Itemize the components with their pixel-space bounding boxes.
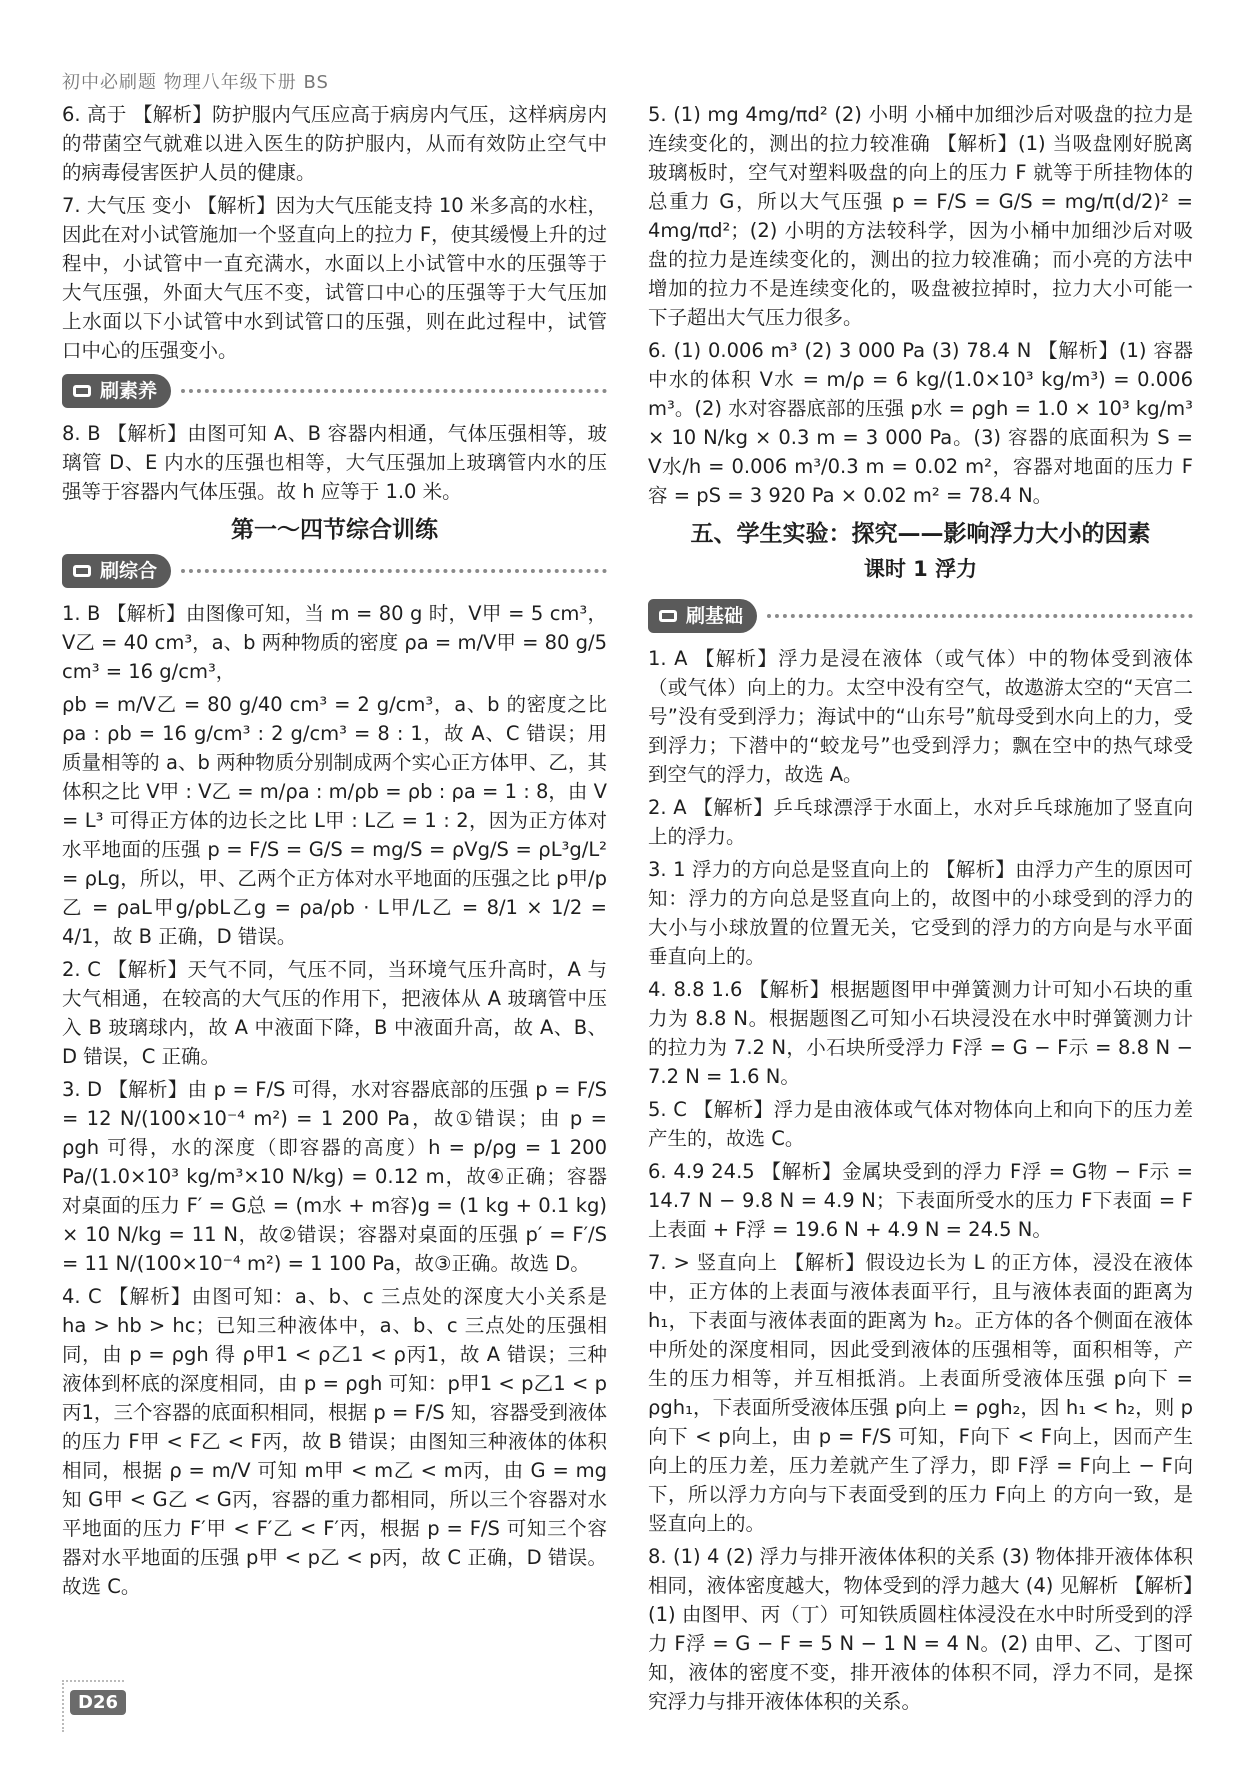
dotted-divider [181,569,607,573]
comp-item-2: 2. C 【解析】天气不同，气压不同，当环境气压升高时，A 与大气相通，在较高的大气压的作用下，把液体从 A 玻璃管中压入 B 玻璃球内，故 A 中液面下降，B 中液面升高，故 A、B、D 错误，C 正确。 [62,958,607,1068]
section-title-buoyancy: 五、学生实验：探究——影响浮力大小的因素 [690,521,1151,547]
comp-item-1a: 1. B 【解析】由图像可知，当 m = 80 g 时，V甲 = 5 cm³，V乙 = 40 cm³，a、b 两种物质的密度 ρa = m/V甲 = 80 g/5 cm³ = 16 g/cm³， [62,602,607,683]
badge-pill [62,374,171,408]
badge-shuazonghe [62,553,607,589]
page-number: D26 [70,1690,126,1715]
badge-label: 刷素养 [100,379,158,402]
basic-item-3: 3. 1 浮力的方向总是竖直向上的 【解析】由浮力产生的原因可知：浮力的方向总是竖直向上的，故图中的小球受到的浮力的大小与小球放置的位置无关，它受到的浮力的方向是与水平面垂直向上的。 [648,858,1193,968]
basic-item-5: 5. C 【解析】浮力是由液体或气体对物体向上和向下的压力差产生的，故选 C。 [648,1098,1193,1150]
basic-item-6: 6. 4.9 24.5 【解析】金属块受到的浮力 F浮 = G物 − F示 = 14.7 N − 9.8 N = 4.9 N；下表面所受水的压力 F下表面 = F上表面 + F浮 = 19.6 N + 4.9 N = 24.5 N。 [648,1160,1193,1241]
comp-item-3: 3. D 【解析】由 p = F/S 可得，水对容器底部的压强 p = F/S = 12 N/(100×10⁻⁴ m²) = 1 200 Pa，故①错误；由 p = ρgh 可得，水的深度（即容器的高度）h = p/ρg = 1 200 Pa/(1.0×10³ kg/m³×10 N/kg) = 0.12 m，故④正确；容器对桌面的压力 F′ = G总 = (m水 + m容)g = (1 kg + 0.1 kg) × 10 N/kg = 11 N，故②错误；容器对桌面的压强 p′ = F′/S = 11 N/(100×10⁻⁴ m²) = 1 100 Pa，故③正确。故选 D。 [62,1078,607,1275]
basic-item-8: 8. (1) 4 (2) 浮力与排开液体体积的关系 (3) 物体排开液体体积相同，液体密度越大，物体受到的浮力越大 (4) 见解析 【解析】(1) 由图甲、丙（丁）可知铁质圆柱体浸没在水中时所受到的浮力 F浮 = G − F = 5 N − 1 N = 4 N。(2) 由甲、乙、丁图可知，液体的密度不变，排开液体的体积不同，浮力不同，是探究浮力与排开液体体积的关系。 [648,1545,1193,1713]
brush-icon [70,379,94,403]
badge-shuasuyang [62,373,607,409]
badge-pill [648,599,757,633]
comp-item-1b: ρb = m/V乙 = 80 g/40 cm³ = 2 g/cm³，a、b 的密度之比 ρa : ρb = 16 g/cm³ : 2 g/cm³ = 8 : 1，故 A、C 错误；用质量相等的 a、b 两种物质分别制成两个实心正方体甲、乙，其体积之比 V甲 : V乙 = m/ρa : m/ρb = ρb : ρa = 1 : 8，由 V = L³ 可得正方体的边长之比 L甲 : L乙 = 1 : 2，因为正方体对水平地面的压强 p = F/S = G/S = mg/S = ρVg/S = ρL³g/L² = ρLg，所以，甲、乙两个正方体对水平地面的压强之比 p甲/p乙 = ρaL甲g/ρbL乙g = ρa/ρb · L甲/L乙 = 8/1 × 1/2 = 4/1，故 B 正确，D 错误。 [62,693,607,948]
page-header: 初中必刷题 物理八年级下册 BS [62,72,329,93]
lesson-title: 课时 1 浮力 [863,557,978,581]
brush-icon [70,559,94,583]
right-column [648,100,1193,1720]
basic-item-2: 2. A 【解析】乒乓球漂浮于水面上，水对乒乓球施加了竖直向上的浮力。 [648,796,1193,848]
answer-item-5: 5. (1) mg 4mg/πd² (2) 小明 小桶中加细沙后对吸盘的拉力是连续变化的，测出的拉力较准确 【解析】(1) 当吸盘刚好脱离玻璃板时，空气对塑料吸盘的向上的压力 F 就等于所挂物体的总重力 G，所以大气压强 p = F/S = G/S = mg/π(d/2)² = 4mg/πd²；(2) 小明的方法较科学，因为小桶中加细沙后对吸盘的拉力是连续变化的，测出的拉力较准确；而小亮的方法中增加的拉力不是连续变化的，吸盘被拉掉时，拉力大小可能一下子超出大气压力很多。 [648,103,1193,329]
section-title-comprehensive: 第一～四节综合训练 [231,517,438,543]
dotted-divider [181,389,607,393]
comp-item-4: 4. C 【解析】由图可知：a、b、c 三点处的深度大小关系是 ha > hb > hc；已知三种液体中，a、b、c 三点处的压强相同，由 p = ρgh 得 ρ甲1 < ρ乙1 < ρ丙1，故 A 错误；三种液体到杯底的深度相同，由 p = ρgh 可知：p甲1 < p乙1 < p丙1，三个容器的底面积相同，根据 p = F/S 知，容器受到液体的压力 F甲 < F乙 < F丙，故 B 错误；由图知三种液体的体积相同，根据 ρ = m/V 可知 m甲 < m乙 < m丙，由 G = mg 知 G甲 < G乙 < G丙，容器的重力都相同，所以三个容器对水平地面的压力 F′甲 < F′乙 < F′丙，根据 p = F/S 可知三个容器对水平地面的压强 p甲 < p乙 < p丙，故 C 正确，D 错误。故选 C。 [62,1285,607,1598]
answer-item-6: 6. 高于 【解析】防护服内气压应高于病房内气压，这样病房内的带菌空气就难以进入医生的防护服内，从而有效防止空气中的病毒侵害医护人员的健康。 [62,103,607,184]
badge-pill [62,554,171,588]
answer-item-7: 7. 大气压 变小 【解析】因为大气压能支持 10 米多高的水柱，因此在对小试管施加一个竖直向上的拉力 F，使其缓慢上升的过程中，小试管中一直充满水，水面以上小试管中水的压强等于大气压强，外面大气压不变，试管口中心的压强等于大气压加上水面以下小试管中水到试管口的压强，则在此过程中，试管口中心的压强变小。 [62,194,607,362]
badge-label: 刷基础 [686,604,744,627]
brush-icon [656,604,680,628]
badge-shuajichu [648,598,1193,634]
basic-item-1: 1. A 【解析】浮力是浸在液体（或气体）中的物体受到液体（或气体）向上的力。太空中没有空气，故遨游太空的“天宫二号”没有受到浮力；海试中的“山东号”航母受到水向上的力，受到浮力；下潜中的“蛟龙号”也受到浮力；飘在空中的热气球受到空气的浮力，故选 A。 [648,647,1193,786]
basic-item-7: 7. > 竖直向上 【解析】假设边长为 L 的正方体，浸没在液体中，正方体的上表面与液体表面平行，且与液体表面的距离为 h₁，下表面与液体表面的距离为 h₂。正方体的各个侧面在液体中所处的深度相同，因此受到液体的压强相等，面积相等，产生的压力相等，并互相抵消。上表面所受液体压强 p向下 = ρgh₁，下表面所受液体压强 p向上 = ρgh₂，因 h₁ < h₂，则 p向下 < p向上，由 p = F/S 可知，F向下 < F向上，因而产生向上的压力差，压力差就产生了浮力，即 F浮 = F向上 − F向下，所以浮力方向与下表面受到的压力 F向上 的方向一致，是竖直向上的。 [648,1251,1193,1535]
basic-item-4: 4. 8.8 1.6 【解析】根据题图甲中弹簧测力计可知小石块的重力为 8.8 N。根据题图乙可知小石块浸没在水中时弹簧测力计的拉力为 7.2 N，小石块所受浮力 F浮 = G − F示 = 8.8 N − 7.2 N = 1.6 N。 [648,978,1193,1088]
answer-item-8: 8. B 【解析】由图可知 A、B 容器内相通，气体压强相等，玻璃管 D、E 内水的压强也相等，大气压强加上玻璃管内水的压强等于容器内气体压强。故 h 应等于 1.0 米。 [62,422,607,503]
dotted-divider [767,614,1193,618]
answer-item-6r: 6. (1) 0.006 m³ (2) 3 000 Pa (3) 78.4 N 【解析】(1) 容器中水的体积 V水 = m/ρ = 6 kg/(1.0×10³ kg/m³) = 0.006 m³。(2) 水对容器底部的压强 p水 = ρgh = 1.0 × 10³ kg/m³ × 10 N/kg × 0.3 m = 3 000 Pa。(3) 容器的底面积为 S = V水/h = 0.006 m³/0.3 m = 0.02 m²，容器对地面的压力 F容 = pS = 3 920 Pa × 0.02 m² = 78.4 N。 [648,339,1193,507]
badge-label: 刷综合 [100,559,158,582]
left-column [62,100,607,1605]
